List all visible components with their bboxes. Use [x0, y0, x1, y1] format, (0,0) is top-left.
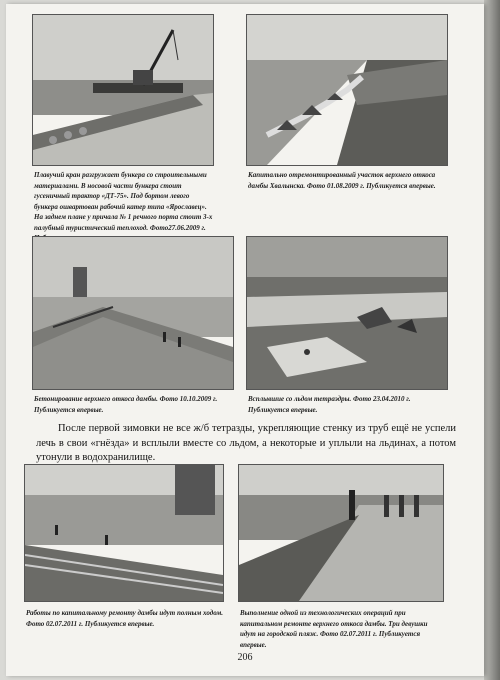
photo-girls-beach	[238, 464, 444, 602]
photo-icon	[33, 237, 233, 389]
book-spine	[484, 0, 500, 680]
book-page	[6, 4, 484, 676]
photo-icon	[247, 237, 447, 389]
photo-repair-works	[24, 464, 224, 602]
body-paragraph: После первой зимовки не все ж/б тетразды, укрепляющие стенку из труб ещё не успели лечь в свои «гнёзда» и всплыли вместе со льдом, а некоторые и уплыли на льдинах, а потом утонули в водохранилище.	[36, 423, 456, 463]
photo-concreting-slope	[32, 236, 234, 390]
photo-icon	[247, 15, 447, 165]
page-number: 206	[237, 652, 253, 663]
photo-caption-2: Капитально отремонтированный участок верхнего откоса дамбы Хвалынска. Фото 01.08.2009 г. Публикуется впервые.	[248, 171, 436, 190]
photo-icon	[25, 465, 223, 601]
photo-icon	[33, 15, 213, 165]
photo-tetrahedra-ice	[246, 236, 448, 390]
photo-caption-3: Бетонирование верхнего откоса дамбы. Фото 10.10.2009 г. Публикуется впервые.	[34, 395, 218, 414]
photo-floating-crane	[32, 14, 214, 166]
photo-caption-6: Выполнение одной из технологических операций при капитальном ремонте верхнего откоса дамбы. Три девушки идут на городской пляж. Фото 02.07.2011 г. Публикуется впервые.	[240, 609, 428, 649]
photo-caption-4: Всплывшие со льдом тетраэдры. Фото 23.04.2010 г. Публикуется впервые.	[248, 395, 411, 414]
photo-caption-1: Плавучий кран разгружает бункера со строительными материалами. В носовой части бункера стоит гусеничный трактор «ДТ-75». Под бортом левого бункера ошвартован рабочий катер типа «Ярославец». На заднем плане у причала № 1 речного порта стоит 3-х палубный туристический теплоход. Фото27.06.2009 г.	[34, 171, 213, 232]
photo-icon	[239, 465, 443, 601]
photo-caption-5: Работы по капитальному ремонту дамбы идут полным ходом. Фото 02.07.2011 г. Публикуется впервые.	[26, 609, 224, 628]
photo-repaired-slope	[246, 14, 448, 166]
